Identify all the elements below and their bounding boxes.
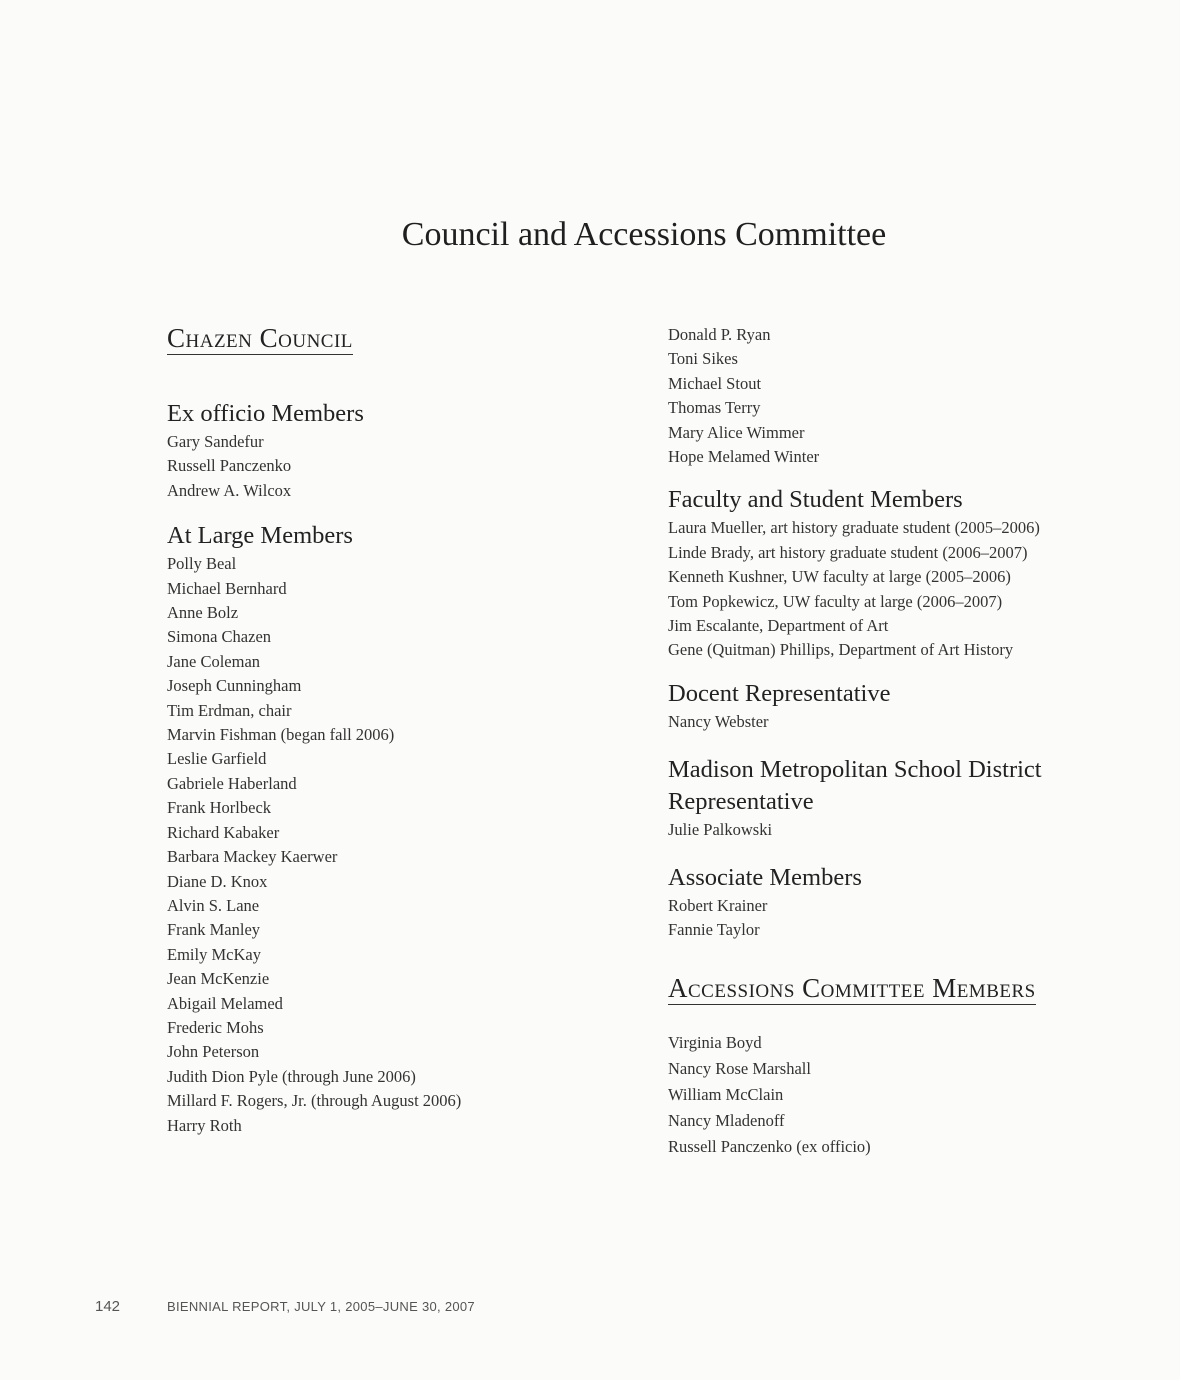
list-item: Nancy Mladenoff: [668, 1111, 785, 1131]
list-item: Leslie Garfield: [167, 749, 267, 769]
list-item: Michael Bernhard: [167, 578, 287, 598]
left-column: [167, 323, 637, 1138]
at-large-heading: At Large Members: [167, 522, 353, 550]
list-item: Diane D. Knox: [167, 871, 268, 891]
list-item: Barbara Mackey Kaerwer: [167, 847, 338, 867]
list-item: Marvin Fishman (began fall 2006): [167, 725, 395, 745]
list-item: Julie Palkowski: [668, 820, 773, 840]
list-item: Linde Brady, art history graduate student (2006–2007): [668, 542, 1028, 562]
mmsd-heading: [668, 754, 1158, 818]
right-column: [668, 323, 1158, 1161]
ex-officio-heading: Ex officio Members: [167, 400, 364, 427]
docent-list: [668, 710, 1158, 734]
list-item: Frank Manley: [167, 920, 261, 940]
associate-list: [668, 894, 1158, 943]
list-item: Harry Roth: [167, 1115, 242, 1135]
list-item: Andrew A. Wilcox: [167, 480, 292, 500]
list-item: Tom Popkewicz, UW faculty at large (2006–2007): [668, 591, 1003, 611]
chazen-council-heading: Chazen Council: [167, 323, 353, 353]
list-item: Fannie Taylor: [668, 920, 760, 940]
list-item: Mary Alice Wimmer: [668, 422, 805, 442]
mmsd-heading-line1: Madison Metropolitan School District: [668, 756, 1042, 784]
list-item: Toni Sikes: [668, 349, 738, 369]
page-number: 142: [95, 1298, 121, 1315]
list-item: Tim Erdman, chair: [167, 700, 292, 720]
list-item: Gabriele Haberland: [167, 773, 297, 793]
list-item: Michael Stout: [668, 373, 762, 393]
docent-heading: Docent Representative: [668, 679, 891, 707]
list-item: Richard Kabaker: [167, 822, 280, 842]
list-item: Kenneth Kushner, UW faculty at large (2005–2006): [668, 567, 1011, 587]
list-item: Joseph Cunningham: [167, 676, 302, 696]
list-item: Virginia Boyd: [668, 1032, 762, 1052]
mmsd-heading-line2: Representative: [668, 788, 814, 816]
list-item: Jean McKenzie: [167, 969, 270, 989]
list-item: Robert Krainer: [668, 895, 768, 915]
at-large-list: [167, 552, 637, 1138]
list-item: Nancy Webster: [668, 711, 769, 731]
list-item: Donald P. Ryan: [668, 325, 771, 344]
list-item: Frederic Mohs: [167, 1017, 264, 1037]
accessions-heading: Accessions Committee Members: [668, 972, 1036, 1003]
mmsd-list: [668, 818, 1158, 842]
page-title: Council and Accessions Committee: [401, 216, 887, 253]
accessions-list: [668, 1030, 1158, 1161]
list-item: Jim Escalante, Department of Art: [668, 616, 889, 636]
list-item: Emily McKay: [167, 944, 261, 964]
at-large-list-continued: [668, 323, 1158, 469]
list-item: John Peterson: [167, 1042, 260, 1062]
running-title: BIENNIAL REPORT, JULY 1, 2005–JUNE 30, 2007: [167, 1299, 475, 1314]
faculty-student-list: [668, 516, 1158, 662]
list-item: Abigail Melamed: [167, 993, 283, 1013]
list-item: Russell Panczenko: [167, 456, 292, 476]
list-item: Gene (Quitman) Phillips, Department of Art History: [668, 640, 1014, 660]
list-item: William McClain: [668, 1084, 784, 1104]
list-item: Jane Coleman: [167, 651, 261, 671]
associate-heading: Associate Members: [668, 863, 862, 891]
list-item: Simona Chazen: [167, 627, 272, 647]
list-item: Polly Beal: [167, 554, 237, 574]
ex-officio-list: [167, 430, 637, 503]
list-item: Frank Horlbeck: [167, 798, 272, 818]
faculty-student-heading: Faculty and Student Members: [668, 486, 963, 514]
list-item: Gary Sandefur: [167, 432, 264, 451]
list-item: Nancy Rose Marshall: [668, 1058, 811, 1078]
list-item: Laura Mueller, art history graduate student (2005–2006): [668, 518, 1040, 538]
list-item: Anne Bolz: [167, 603, 239, 623]
list-item: Millard F. Rogers, Jr. (through August 2006): [167, 1091, 462, 1111]
list-item: Hope Melamed Winter: [668, 447, 820, 467]
list-item: Thomas Terry: [668, 398, 761, 418]
list-item: Alvin S. Lane: [167, 895, 260, 915]
list-item: Judith Dion Pyle (through June 2006): [167, 1066, 416, 1086]
list-item: Russell Panczenko (ex officio): [668, 1137, 871, 1157]
